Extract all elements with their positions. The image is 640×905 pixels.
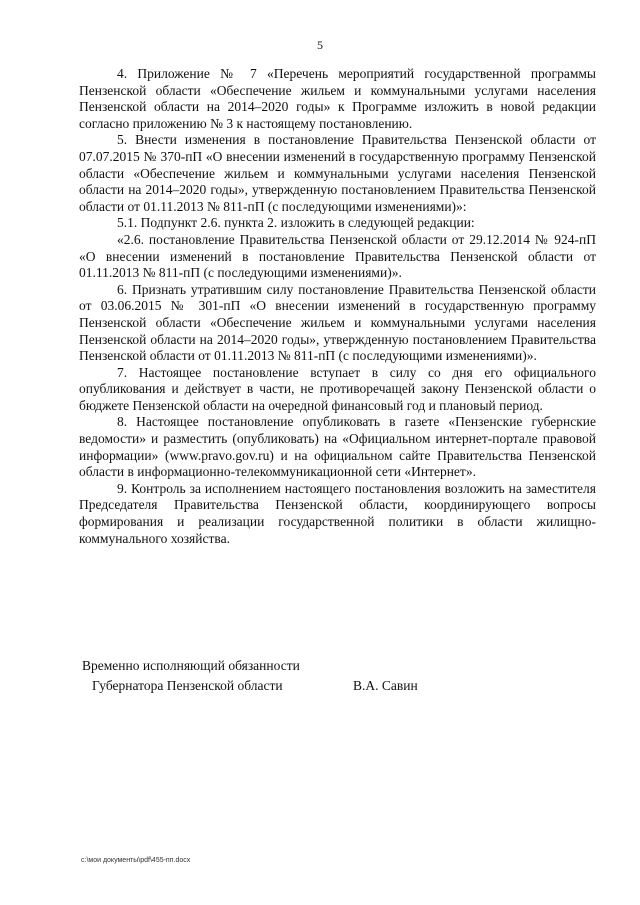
signature-block bbox=[82, 656, 522, 696]
footer-file-path: c:\мои документы\pdf\455-пп.docx bbox=[81, 857, 191, 864]
signatory-title-line1: Временно исполняющий обязанности bbox=[82, 658, 300, 673]
paragraph-6: 6. Признать утратившим силу постановление Правительства Пензенской области от 03.06.2015 № 301-пП «О внесении изменений в государственную программу Пензенской области «Обеспечение жильем и коммунальными услугами населения Пензенской области на 2014–2020 годы», утвержденную постановлением Правительства Пензенской области от 01.11.2013 № 811-пП (с последующими изменениями)». bbox=[79, 281, 596, 364]
document-body bbox=[79, 66, 596, 547]
paragraph-4: 4. Приложение № 7 «Перечень мероприятий государственной программы Пензенской области «Обеспечение жильем и коммунальными услугами населения Пензенской области на 2014–2020 годы» к Программе изложить в новой редакции согласно приложению № 3 к настоящему постановлению. bbox=[79, 66, 596, 131]
signatory-title-line2: Губернатора Пензенской области bbox=[92, 678, 283, 693]
paragraph-9: 9. Контроль за исполнением настоящего постановления возложить на заместителя Председателя Правительства Пензенской области, координирующего вопросы формирования и реализации государственной политики в области жилищно-коммунального хозяйства. bbox=[79, 480, 596, 546]
page-number: 5 bbox=[317, 38, 323, 52]
paragraph-5: 5. Внести изменения в постановление Правительства Пензенской области от 07.07.2015 № 370-пП «О внесении изменений в государственную программу Пензенской области «Обеспечение жильем и коммунальными услугами населения Пензенской области на 2014–2020 годы», утвержденную постановлением Правительства Пензенской области от 01.11.2013 № 811-пП (с последующими изменениями)»: bbox=[79, 132, 596, 214]
paragraph-7: 7. Настоящее постановление вступает в силу со дня его официального опубликования и действует в части, не противоречащей закону Пензенской области о бюджете Пензенской области на очередной финансовый год и плановый период. bbox=[79, 364, 596, 413]
paragraph-8: 8. Настоящее постановление опубликовать в газете «Пензенские губернские ведомости» и разместить (опубликовать) на «Официальном интернет-портале правовой информации» (www.pravo.gov.ru) и на официальном сайте Правительства Пензенской области в информационно-телекоммуникационной сети «Интернет». bbox=[79, 414, 596, 480]
paragraph-2-6: «2.6. постановление Правительства Пензенской области от 29.12.2014 № 924-пП «О внесении изменений в постановление Правительства Пензенской области от 01.11.2013 № 811-пП (с последующими изменениями)». bbox=[79, 231, 596, 281]
paragraph-5-1: 5.1. Подпункт 2.6. пункта 2. изложить в следующей редакции: bbox=[117, 215, 475, 231]
signatory-name: В.А. Савин bbox=[353, 678, 418, 693]
